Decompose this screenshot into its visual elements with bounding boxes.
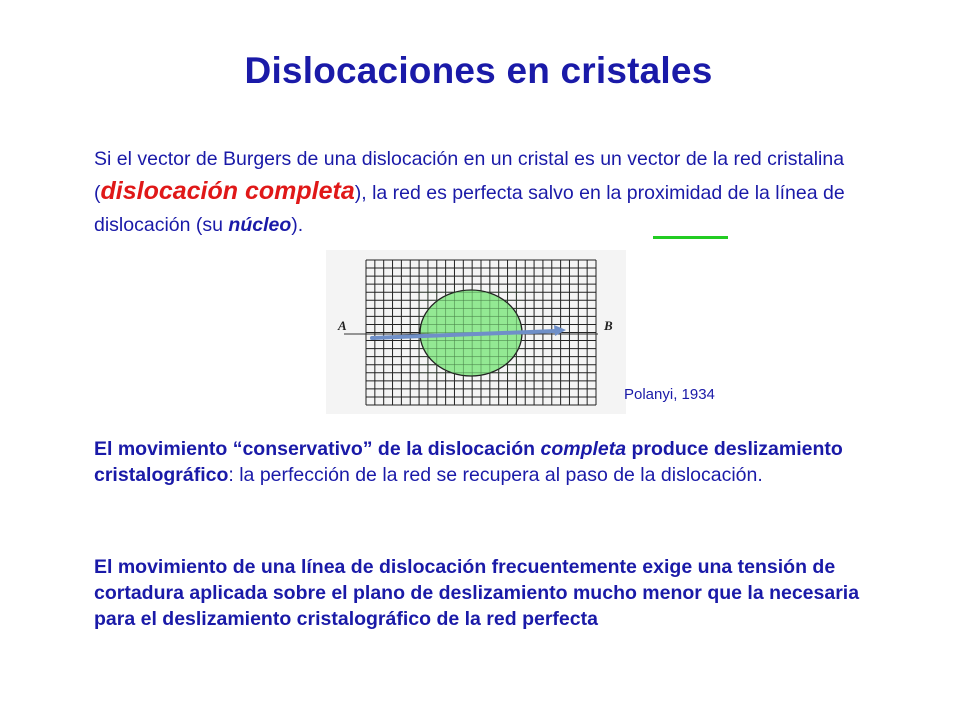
intro-text-2: ), la red es perfecta salvo en la proximidad de la línea de dislocación (su [94, 182, 845, 236]
para2-bold-italic: completa [540, 438, 627, 460]
figure-caption: Polanyi, 1934 [624, 386, 715, 403]
label-a: A [338, 318, 347, 333]
dislocation-figure [326, 250, 626, 414]
para2-text: : la perfección de la red se recupera al paso de la dislocación. [228, 464, 763, 486]
conservative-motion-paragraph [94, 436, 874, 488]
intro-text-1: Si el vector de Burgers de una dislocación en un cristal es un vector de la red cristalina ( [94, 148, 845, 204]
para2-bold-1: El movimiento “conservativo” de la dislocación [94, 438, 541, 460]
slide-title: Dislocaciones en cristales [244, 50, 713, 91]
lattice-diagram [326, 250, 626, 414]
shear-stress-paragraph: El movimiento de una línea de dislocación frecuentemente exige una tensión de cortadura aplicada sobre el plano de deslizamiento mucho menor que la necesaria para el deslizamiento cristalográfico de la red perfecta [94, 556, 860, 630]
intro-paragraph [94, 143, 874, 241]
highlight-term: dislocación completa [100, 177, 355, 205]
nucleo-underline [653, 236, 728, 239]
label-b: B [604, 318, 613, 333]
para2-bold-2: produce deslizamiento cristalográfico [94, 438, 843, 486]
nucleo-term: núcleo [228, 214, 292, 236]
intro-text-3: ). [291, 214, 304, 236]
